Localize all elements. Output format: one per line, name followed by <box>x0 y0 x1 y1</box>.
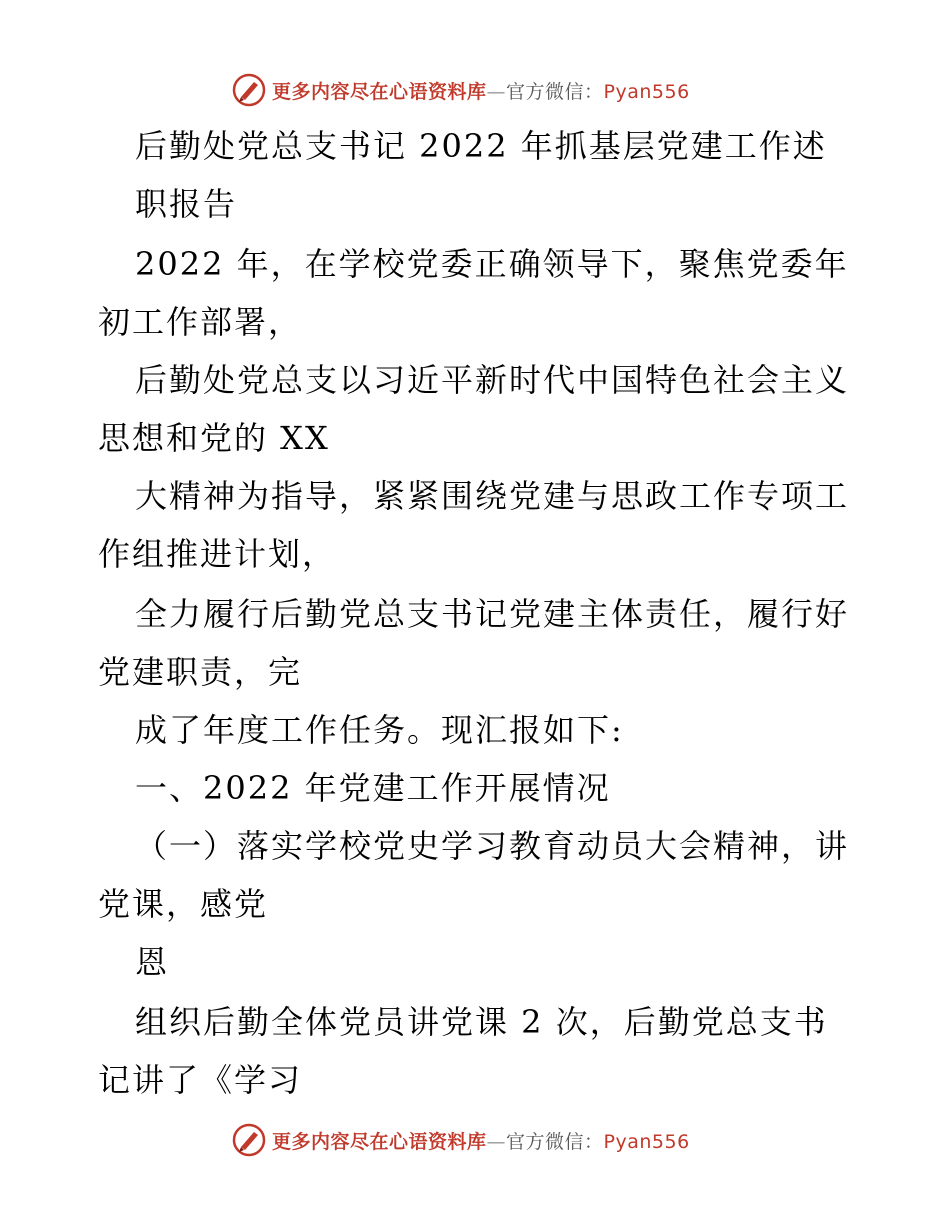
doc-line: 党建职责，完 <box>98 653 303 691</box>
doc-title-line-2: 职报告 <box>135 185 238 223</box>
doc-line: 党课，感党 <box>98 885 269 923</box>
watermark-text <box>272 1127 690 1154</box>
doc-line: 全力履行后勤党总支书记党建主体责任，履行好 <box>135 595 850 633</box>
doc-line: 恩 <box>135 943 170 981</box>
watermark-brand: 更多内容尽在心语资料库 <box>272 1130 487 1153</box>
watermark-handle: Pyan556 <box>603 1130 690 1153</box>
doc-line: 思想和党的 XX <box>98 419 330 457</box>
watermark-handle: Pyan556 <box>603 80 690 103</box>
doc-line: 2022 年，在学校党委正确领导下，聚焦党委年 <box>135 245 849 283</box>
watermark-wechat-label: 官方微信： <box>506 1130 604 1153</box>
watermark-brand: 更多内容尽在心语资料库 <box>272 80 487 103</box>
watermark-wechat-label: 官方微信： <box>506 80 604 103</box>
doc-line: 大精神为指导，紧紧围绕党建与思政工作专项工 <box>135 477 850 515</box>
header-watermark <box>232 72 690 108</box>
pen-seal-icon <box>232 1123 266 1157</box>
doc-line: 初工作部署， <box>98 303 303 341</box>
doc-line: 记讲了《学习 <box>98 1061 303 1099</box>
watermark-text <box>272 77 690 104</box>
doc-title-line-1: 后勤处党总支书记 2022 年抓基层党建工作述 <box>135 127 827 165</box>
doc-line: 后勤处党总支以习近平新时代中国特色社会主义 <box>135 361 850 399</box>
doc-section-heading: 一、2022 年党建工作开展情况 <box>135 769 611 807</box>
watermark-dash: — <box>486 1130 507 1153</box>
doc-subsection-heading: （一）落实学校党史学习教育动员大会精神，讲 <box>135 827 850 865</box>
doc-line: 作组推进计划， <box>98 535 337 573</box>
doc-line: 组织后勤全体党员讲党课 2 次，后勤党总支书 <box>135 1003 828 1041</box>
footer-watermark <box>232 1122 690 1158</box>
watermark-dash: — <box>486 80 507 103</box>
pen-seal-icon <box>232 73 266 107</box>
doc-line: 成了年度工作任务。现汇报如下: <box>135 711 624 749</box>
